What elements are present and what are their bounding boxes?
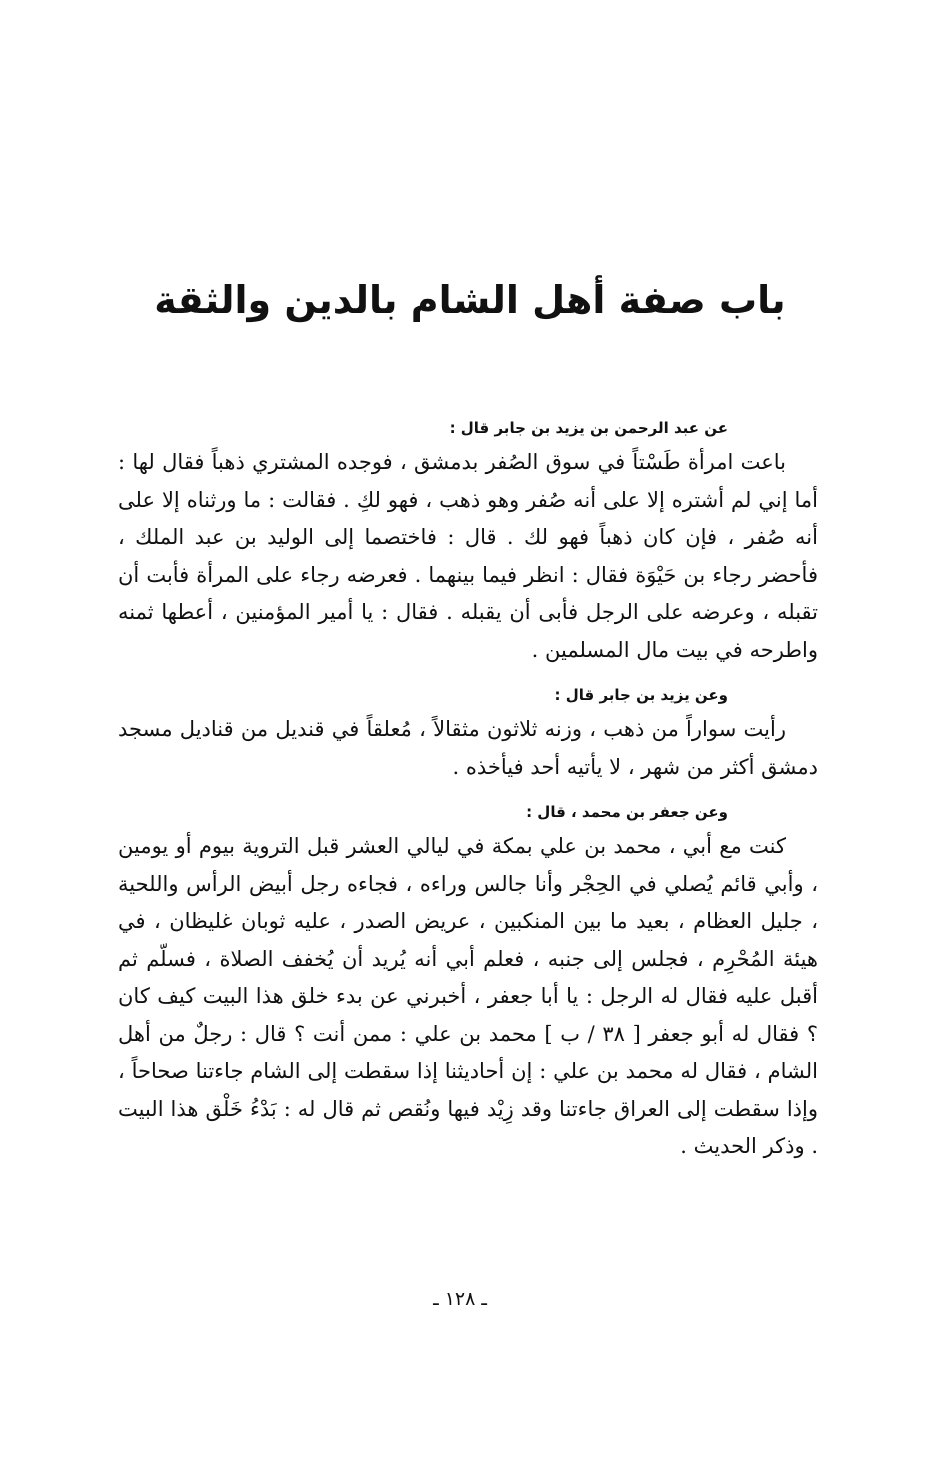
narration-paragraph: رأيت سواراً من ذهب ، وزنه ثلاثون مثقالاً ، مُعلقاً في قنديل من قناديل مسجد دمشق أكثر من شهر ، لا يأتيه أحد فيأخذه . (118, 717, 818, 779)
narration-paragraph: كنت مع أبي ، محمد بن علي بمكة في ليالي العشر قبل التروية بيوم أو يومين ، وأبي قائم يُصلي في الحِجْر وأنا جالس وراءه ، فجاءه رجل أبيض الرأس واللحية ، جليل العظام ، بعيد ما بين المنكبين ، عريض الصدر ، عليه ثوبان غليظان ، في هيئة المُحْرِم ، فجلس إلى جنبه ، فعلم أبي أنه يُريد أن يُخفف الصلاة ، فسلّم ثم أقبل عليه فقال له الرجل : يا أبا جعفر ، أخبرني عن بدء خلق هذا البيت كيف كان ؟ فقال له أبو جعفر [ ٣٨ / ب ] محمد بن علي : ممن أنت ؟ قال : رجلٌ من أهل الشام ، فقال له محمد بن علي : إن أحاديثنا إذا سقطت إلى الشام جاءتنا صحاحاً ، وإذا سقطت إلى العراق جاءتنا وقد زِيْد فيها ونُقص ثم قال له : بَدْءُ خَلْق هذا البيت . وذكر الحديث . (118, 834, 818, 1158)
page-number: ـ ١٢٨ ـ (433, 1288, 487, 1310)
chapter-body (118, 416, 818, 1180)
narrator-line: عن عبد الرحمن بن يزيد بن جابر قال : (449, 419, 728, 437)
chapter-title: باب صفة أهل الشام بالدين والثقة (154, 278, 786, 322)
narrator-line: وعن جعفر بن محمد ، قال : (526, 803, 728, 821)
narrator-line: وعن يزيد بن جابر قال : (554, 686, 728, 704)
narration-paragraph: باعت امرأة طَسْتاً في سوق الصُفر بدمشق ، فوجده المشتري ذهباً فقال لها : أما إني لم أشتره إلا على أنه صُفر وهو ذهب ، فهو لكِ . فقالت : ما ورثناه إلا على أنه صُفر ، فإن كان ذهباً فهو لك . قال : فاختصما إلى الوليد بن عبد الملك ، فأحضر رجاء بن حَيْوَة فقال : انظر فيما بينهما . فعرضه رجاء على المرأة فأبت أن تقبله ، وعرضه على الرجل فأبى أن يقبله . فقال : يا أمير المؤمنين ، أعطها ثمنه واطرحه في بيت مال المسلمين . (118, 450, 818, 662)
